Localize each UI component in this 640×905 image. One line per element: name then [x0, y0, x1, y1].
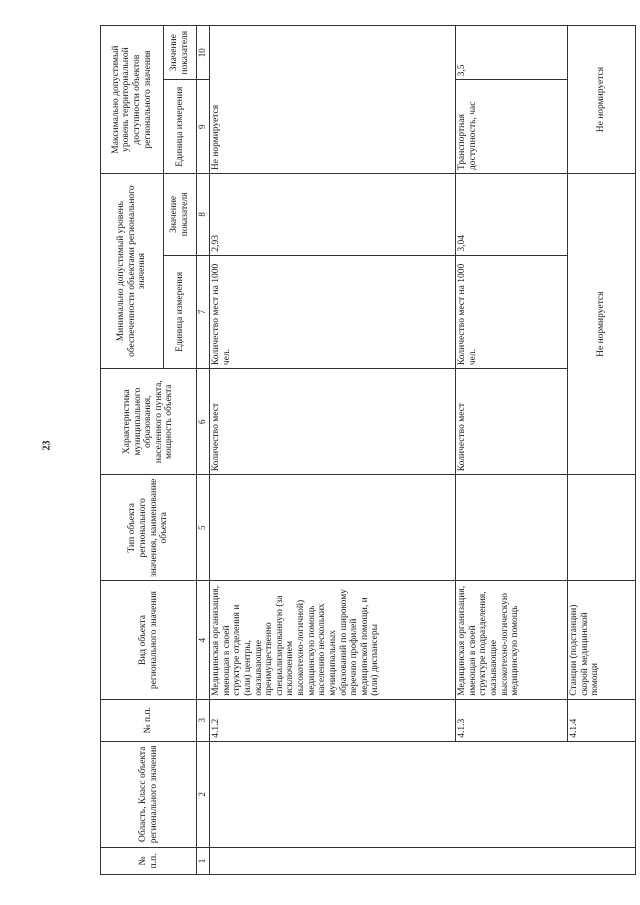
regional-objects-table	[100, 25, 636, 875]
header-col6: Характеристика муниципального образования, населенного пункта, мощность объекта	[101, 369, 197, 475]
header-group-max: Максимально допустимый уровень территориальной доступности объектов регионального значения	[101, 26, 164, 174]
header-col3: № п.п.	[101, 699, 197, 741]
header-col5: Тип объекта регионального значения, наименование объекта	[101, 475, 197, 581]
cell-empty	[568, 475, 636, 581]
cell-empty	[210, 847, 636, 874]
column-number: 3	[197, 699, 210, 741]
header-col1: № п.п.	[101, 847, 197, 874]
cell-empty	[210, 741, 636, 847]
row-max-unit: Не нормируется	[210, 26, 456, 174]
row-characteristic: Количество мест	[210, 369, 456, 475]
cell-empty	[456, 475, 568, 581]
row-max-unit: Не нормируется	[568, 26, 636, 174]
header-col4: Вид объекта регионального значения	[101, 581, 197, 699]
header-max-unit: Единица измерения	[164, 80, 197, 174]
table-container	[100, 25, 607, 875]
column-number: 6	[197, 369, 210, 475]
row-max-unit: Транспортная доступность, час	[456, 80, 568, 174]
row-min-unit: Количество мест на 1000 чел.	[456, 255, 568, 369]
row-min-value: 2,93	[210, 174, 456, 255]
page-number: 23	[41, 440, 53, 451]
column-number: 9	[197, 80, 210, 174]
row-kind: Станции (подстанции) скорой медицинской помощи	[568, 581, 636, 699]
column-number: 4	[197, 581, 210, 699]
header-min-value: Значение показателя	[164, 174, 197, 255]
row-characteristic: Количество мест	[456, 369, 568, 475]
row-max-value: 3,5	[456, 26, 568, 80]
column-number: 1	[197, 847, 210, 874]
row-number: 4.1.4	[568, 699, 636, 741]
cell-empty	[210, 475, 456, 581]
column-numbers-row	[197, 26, 210, 875]
row-min-unit: Количество мест на 1000 чел.	[210, 255, 456, 369]
column-number: 10	[197, 26, 210, 80]
column-number: 8	[197, 174, 210, 255]
column-number: 7	[197, 255, 210, 369]
header-min-unit: Единица измерения	[164, 255, 197, 369]
table-row	[210, 26, 456, 875]
column-number: 5	[197, 475, 210, 581]
row-kind: Медицинская организация, имеющая в своей структуре отделения и (или) центры, оказывающие преимущественно специализированную (за исключением высокотехно-логичной) медицинскую помощь населению нескольких муниципальных образований по широкому перечню профилей медицинской помощи, и (или) диспансеры	[210, 581, 456, 699]
column-number: 2	[197, 741, 210, 847]
row-characteristic: Не нормируется	[568, 174, 636, 475]
header-max-value: Значение показателя	[164, 26, 197, 80]
row-kind: Медицинская организация, имеющая в своей структуре подразделения, оказывающие высокотехно-логическую медицинскую помощь	[456, 581, 568, 699]
row-number: 4.1.3	[456, 699, 568, 741]
row-number: 4.1.2	[210, 699, 456, 741]
row-min-value: 3,04	[456, 174, 568, 255]
header-group-min: Минимально допустимый уровень обеспеченности объектами регионального значения	[101, 174, 164, 369]
header-col2: Область, Класс объекта регионального значения	[101, 741, 197, 847]
